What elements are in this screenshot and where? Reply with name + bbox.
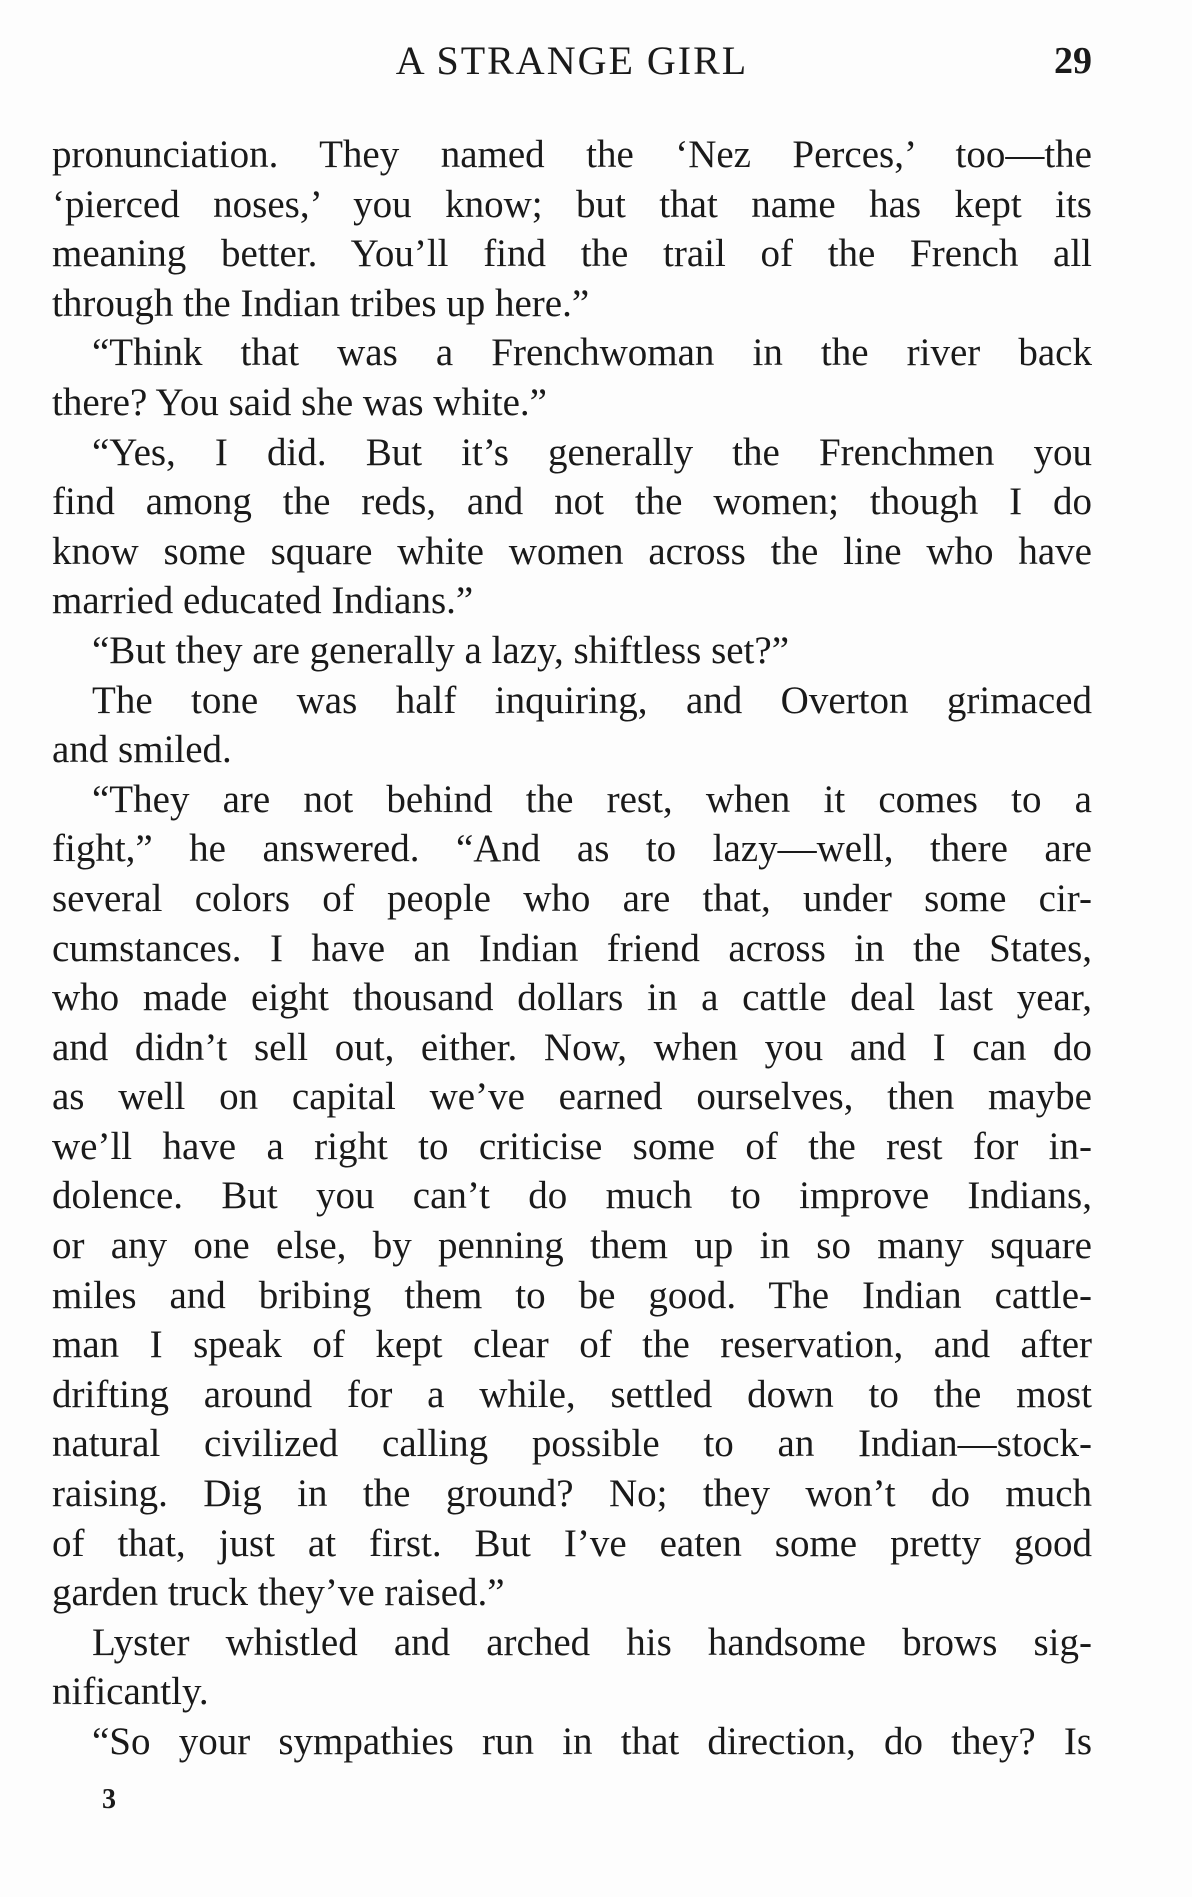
text-line: as well on capital we’ve earned ourselves, then maybe — [52, 1075, 1092, 1119]
text-line: “But they are generally a lazy, shiftless set?” — [92, 628, 790, 672]
text-line: The tone was half inquiring, and Overton grimaced — [92, 678, 1092, 722]
signature-mark: 3 — [102, 1784, 116, 1815]
text-line: find among the reds, and not the women; though I do — [52, 480, 1092, 524]
text-line: nificantly. — [52, 1670, 209, 1714]
text-line: dolence. But you can’t do much to improve Indians, — [52, 1174, 1092, 1218]
body-text — [52, 130, 1092, 1767]
text-line: meaning better. You’ll find the trail of the French all — [52, 232, 1092, 276]
text-line: through the Indian tribes up here.” — [52, 281, 590, 325]
text-line: several colors of people who are that, under some cir- — [52, 876, 1092, 920]
text-line: man I speak of kept clear of the reservation, and after — [52, 1323, 1092, 1367]
text-line: miles and bribing them to be good. The Indian cattle- — [52, 1273, 1092, 1317]
running-head — [52, 36, 1092, 86]
text-line: “Think that was a Frenchwoman in the river back — [92, 331, 1092, 375]
page-number: 29 — [1054, 40, 1092, 82]
text-line: ‘pierced noses,’ you know; but that name has kept its — [52, 182, 1092, 226]
text-line: we’ll have a right to criticise some of the rest for in- — [52, 1124, 1092, 1168]
running-title: A STRANGE GIRL — [395, 38, 749, 83]
text-line: or any one else, by penning them up in so many square — [52, 1224, 1092, 1268]
text-line: of that, just at first. But I’ve eaten some pretty good — [52, 1521, 1092, 1565]
text-line: fight,” he answered. “And as to lazy—well, there are — [52, 827, 1092, 871]
text-line: and didn’t sell out, either. Now, when you and I can do — [52, 1025, 1092, 1069]
text-line: know some square white women across the line who have — [52, 529, 1092, 573]
text-line: “So your sympathies run in that direction, do they? Is — [92, 1720, 1092, 1763]
text-line: “They are not behind the rest, when it comes to a — [92, 777, 1092, 821]
text-line: drifting around for a while, settled down to the most — [52, 1372, 1092, 1416]
text-line: raising. Dig in the ground? No; they won’t do much — [52, 1472, 1092, 1516]
text-line: there? You said she was white.” — [52, 380, 547, 424]
text-line: “Yes, I did. But it’s generally the Frenchmen you — [92, 430, 1092, 474]
text-line: who made eight thousand dollars in a cattle deal last year, — [52, 976, 1092, 1020]
text-line: Lyster whistled and arched his handsome brows sig- — [92, 1620, 1092, 1664]
text-line: cumstances. I have an Indian friend across in the States, — [52, 926, 1092, 970]
text-line: pronunciation. They named the ‘Nez Perces,’ too—the — [52, 133, 1092, 176]
text-line: and smiled. — [52, 728, 232, 772]
text-line: natural civilized calling possible to an Indian—stock- — [52, 1422, 1092, 1466]
text-line: married educated Indians.” — [52, 579, 474, 623]
text-line: garden truck they’ve raised.” — [52, 1571, 505, 1615]
